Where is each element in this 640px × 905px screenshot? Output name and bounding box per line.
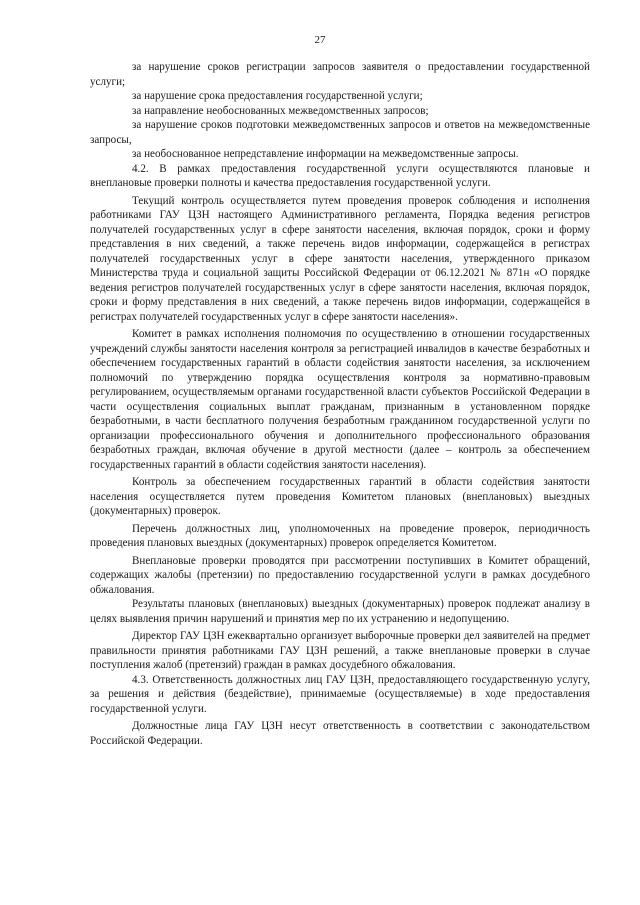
document-body <box>90 60 590 748</box>
paragraph: Текущий контроль осуществляется путем проведения проверок соблюдения и исполнения работниками ГАУ ЦЗН настоящего Административного регламента, Порядка ведения регистров получателей государственных услуг в сфере занятости населения, включая порядок, сроки и форму представления в них сведений, а также перечень видов информации, содержащейся в регистрах получателей государственных услуг в сфере занятости населения, утвержденного приказом Министерства труда и социальной защиты Российской Федерации от 06.12.2021 № 871н «О порядке ведения регистров получателей государственных услуг в сфере занятости населения, включая порядок, сроки и форму представления в них сведений, а также перечень видов информации, содержащейся в регистрах получателей государственных услуг в сфере занятости населения». <box>90 194 590 323</box>
section-4-2-paragraph: 4.2. В рамках предоставления государственной услуги осуществляются плановые и внеплановые проверки полноты и качества предоставления государственной услуги. <box>90 162 590 189</box>
paragraph: Перечень должностных лиц, уполномоченных на проведение проверок, периодичность проведения плановых выездных (документарных) проверок определяется Комитетом. <box>90 522 590 549</box>
section-4-3-heading: 4.3. Ответственность должностных лиц ГАУ ЦЗН, предоставляющего государственную услугу, за решения и действия (бездействие), принимаемые (осуществляемые) в ходе предоставления государственной услуги. <box>90 673 590 715</box>
page-number: 27 <box>314 34 326 46</box>
paragraph: Внеплановые проверки проводятся при рассмотрении поступивших в Комитет обращений, содержащих жалобы (претензии) по предоставлению государственной услуги в рамках досудебного обжалования. <box>90 554 590 596</box>
paragraph: за нарушение сроков подготовки межведомственных запросов и ответов на межведомственные запросы, <box>90 119 590 146</box>
paragraph: Контроль за обеспечением государственных гарантий в области содействия занятости населения осуществляется путем проведения Комитетом плановых (внеплановых) выездных (документарных) проверок. <box>90 476 590 517</box>
paragraph: Должностные лица ГАУ ЦЗН несут ответственность в соответствии с законодательством Российской Федерации. <box>90 720 590 747</box>
paragraph: за необоснованное непредставление информации на межведомственные запросы. <box>132 148 519 160</box>
paragraph: за нарушение сроков регистрации запросов заявителя о предоставлении государственной услуги; <box>90 61 590 88</box>
paragraph: Комитет в рамках исполнения полномочия по осуществлению в отношении государственных учреждений службы занятости населения контроля за регистрацией инвалидов в качестве безработных и обеспечением государственных гарантий в области содействия занятости населения, за исключением полномочий по утверждению порядка осуществления контроля за нормативно-правовым регулированием, осуществляемым органами государственной власти субъектов Российской Федерации в части осуществления социальных выплат гражданам, признанным в установленном порядке безработными, в части бесплатного получения безработным гражданином государственной услуги по организации профессионального обучения и дополнительного профессионального образования безработных граждан, включая обучение в другой местности (далее – контроль за обеспечением государственных гарантий в области содействия занятости населения). <box>90 328 590 471</box>
paragraph: за направление необоснованных межведомственных запросов; <box>132 104 429 117</box>
paragraph: за нарушение срока предоставления государственной услуги; <box>132 90 423 102</box>
paragraph: Директор ГАУ ЦЗН ежеквартально организует выборочные проверки дел заявителей на предмет правильности принятия работниками ГАУ ЦЗН решений, а также внеплановые проверки в случае поступления жалоб (претензий) граждан в рамках досудебного обжалования. <box>90 630 590 671</box>
paragraph: Результаты плановых (внеплановых) выездных (документарных) проверок подлежат анализу в целях выявления причин нарушений и принятия мер по их устранению и недопущению. <box>90 598 590 625</box>
